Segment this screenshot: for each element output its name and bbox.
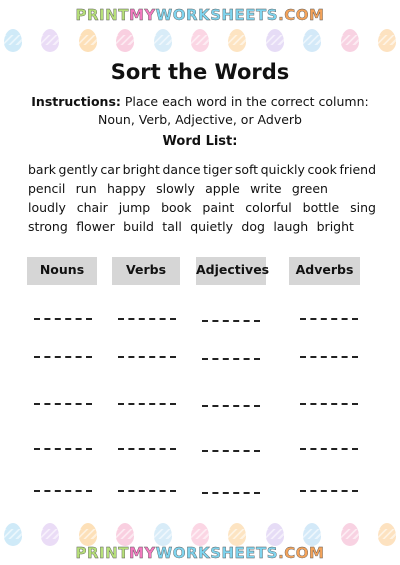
answer-blank[interactable] (118, 318, 176, 320)
word-item: quietly (190, 219, 233, 234)
column-header-adjectives: Adjectives (196, 257, 266, 285)
word-item: chair (76, 200, 108, 215)
answer-blank[interactable] (202, 492, 260, 494)
easter-egg-icon (4, 523, 22, 546)
word-item: bottle (302, 200, 340, 215)
easter-egg-icon (79, 523, 97, 546)
easter-egg-icon (341, 523, 359, 546)
answer-blank[interactable] (300, 403, 358, 405)
word-item: build (123, 219, 154, 234)
word-item: strong (28, 219, 68, 234)
word-item: paint (202, 200, 235, 215)
instructions-text: Place each word in the correct column: Noun, Verb, Adjective, or Adverb (98, 94, 369, 127)
easter-egg-icon (116, 523, 134, 546)
answer-blank[interactable] (118, 448, 176, 450)
word-row (28, 198, 376, 217)
answer-blank[interactable] (34, 318, 92, 320)
easter-egg-icon (79, 29, 97, 52)
easter-egg-icon (341, 29, 359, 52)
word-item: laugh (273, 219, 309, 234)
easter-egg-icon (266, 523, 284, 546)
word-item: tall (162, 219, 182, 234)
page-title: Sort the Words (110, 60, 290, 84)
word-item: write (250, 181, 282, 196)
easter-egg-icon (303, 523, 321, 546)
word-list (28, 160, 376, 236)
easter-egg-icon (4, 29, 22, 52)
easter-egg-icon (378, 29, 396, 52)
column-header-verbs: Verbs (112, 257, 180, 285)
instructions-label: Instructions: (31, 94, 121, 109)
answer-blank[interactable] (118, 356, 176, 358)
answer-blank[interactable] (300, 448, 358, 450)
easter-egg-icon (154, 29, 172, 52)
easter-egg-icon (116, 29, 134, 52)
word-item: colorful (245, 200, 292, 215)
word-item: quickly (260, 162, 305, 177)
easter-egg-icon (303, 29, 321, 52)
word-item: jump (118, 200, 151, 215)
word-item: pencil (28, 181, 66, 196)
word-row (28, 179, 328, 198)
easter-egg-icon (154, 523, 172, 546)
word-item: friend (339, 162, 376, 177)
egg-border-top (4, 28, 396, 52)
word-item: green (291, 181, 328, 196)
word-item: bright (316, 219, 354, 234)
word-item: sing (350, 200, 376, 215)
column-header-nouns: Nouns (27, 257, 97, 285)
word-item: car (100, 162, 121, 177)
word-list-title: Word List: (162, 134, 238, 149)
word-item: tiger (203, 162, 233, 177)
column-header-adverbs: Adverbs (289, 257, 360, 285)
word-item: dog (241, 219, 265, 234)
answer-blank[interactable] (300, 318, 358, 320)
answer-blank[interactable] (118, 490, 176, 492)
easter-egg-icon (378, 523, 396, 546)
word-item: slowly (156, 181, 195, 196)
column-headers (0, 257, 400, 285)
easter-egg-icon (191, 29, 209, 52)
easter-egg-icon (228, 29, 246, 52)
brand-part: PRINT (75, 6, 129, 24)
answer-blank[interactable] (34, 356, 92, 358)
word-item: soft (234, 162, 259, 177)
word-item: book (161, 200, 192, 215)
easter-egg-icon (41, 29, 59, 52)
brand-part: MY (128, 6, 156, 24)
brand-header (0, 6, 400, 24)
answer-blank[interactable] (202, 358, 260, 360)
brand-part: MY (128, 544, 156, 562)
answer-blank[interactable] (202, 320, 260, 322)
answer-blank[interactable] (300, 356, 358, 358)
egg-border-bottom (4, 522, 396, 546)
word-item: loudly (28, 200, 66, 215)
word-item: apple (205, 181, 240, 196)
easter-egg-icon (228, 523, 246, 546)
answer-blank[interactable] (34, 448, 92, 450)
word-item: dance (162, 162, 201, 177)
word-item: gently (58, 162, 98, 177)
answer-blank[interactable] (118, 403, 176, 405)
answer-blank[interactable] (34, 490, 92, 492)
answer-blank[interactable] (202, 450, 260, 452)
easter-egg-icon (191, 523, 209, 546)
word-item: cook (307, 162, 337, 177)
answer-blank[interactable] (300, 490, 358, 492)
brand-part: WORKSHEETS (155, 544, 279, 562)
easter-egg-icon (41, 523, 59, 546)
word-item: bright (122, 162, 160, 177)
word-item: flower (76, 219, 115, 234)
word-item: happy (106, 181, 146, 196)
brand-part: .COM (278, 544, 325, 562)
brand-part: PRINT (75, 544, 129, 562)
brand-part: WORKSHEETS (155, 6, 279, 24)
word-item: run (75, 181, 97, 196)
brand-part: .COM (278, 6, 325, 24)
easter-egg-icon (266, 29, 284, 52)
answer-blank[interactable] (202, 405, 260, 407)
word-item: bark (28, 162, 56, 177)
answer-blank[interactable] (34, 403, 92, 405)
word-row (28, 160, 376, 179)
brand-footer (0, 544, 400, 562)
word-row (28, 217, 354, 236)
instructions (22, 93, 378, 129)
